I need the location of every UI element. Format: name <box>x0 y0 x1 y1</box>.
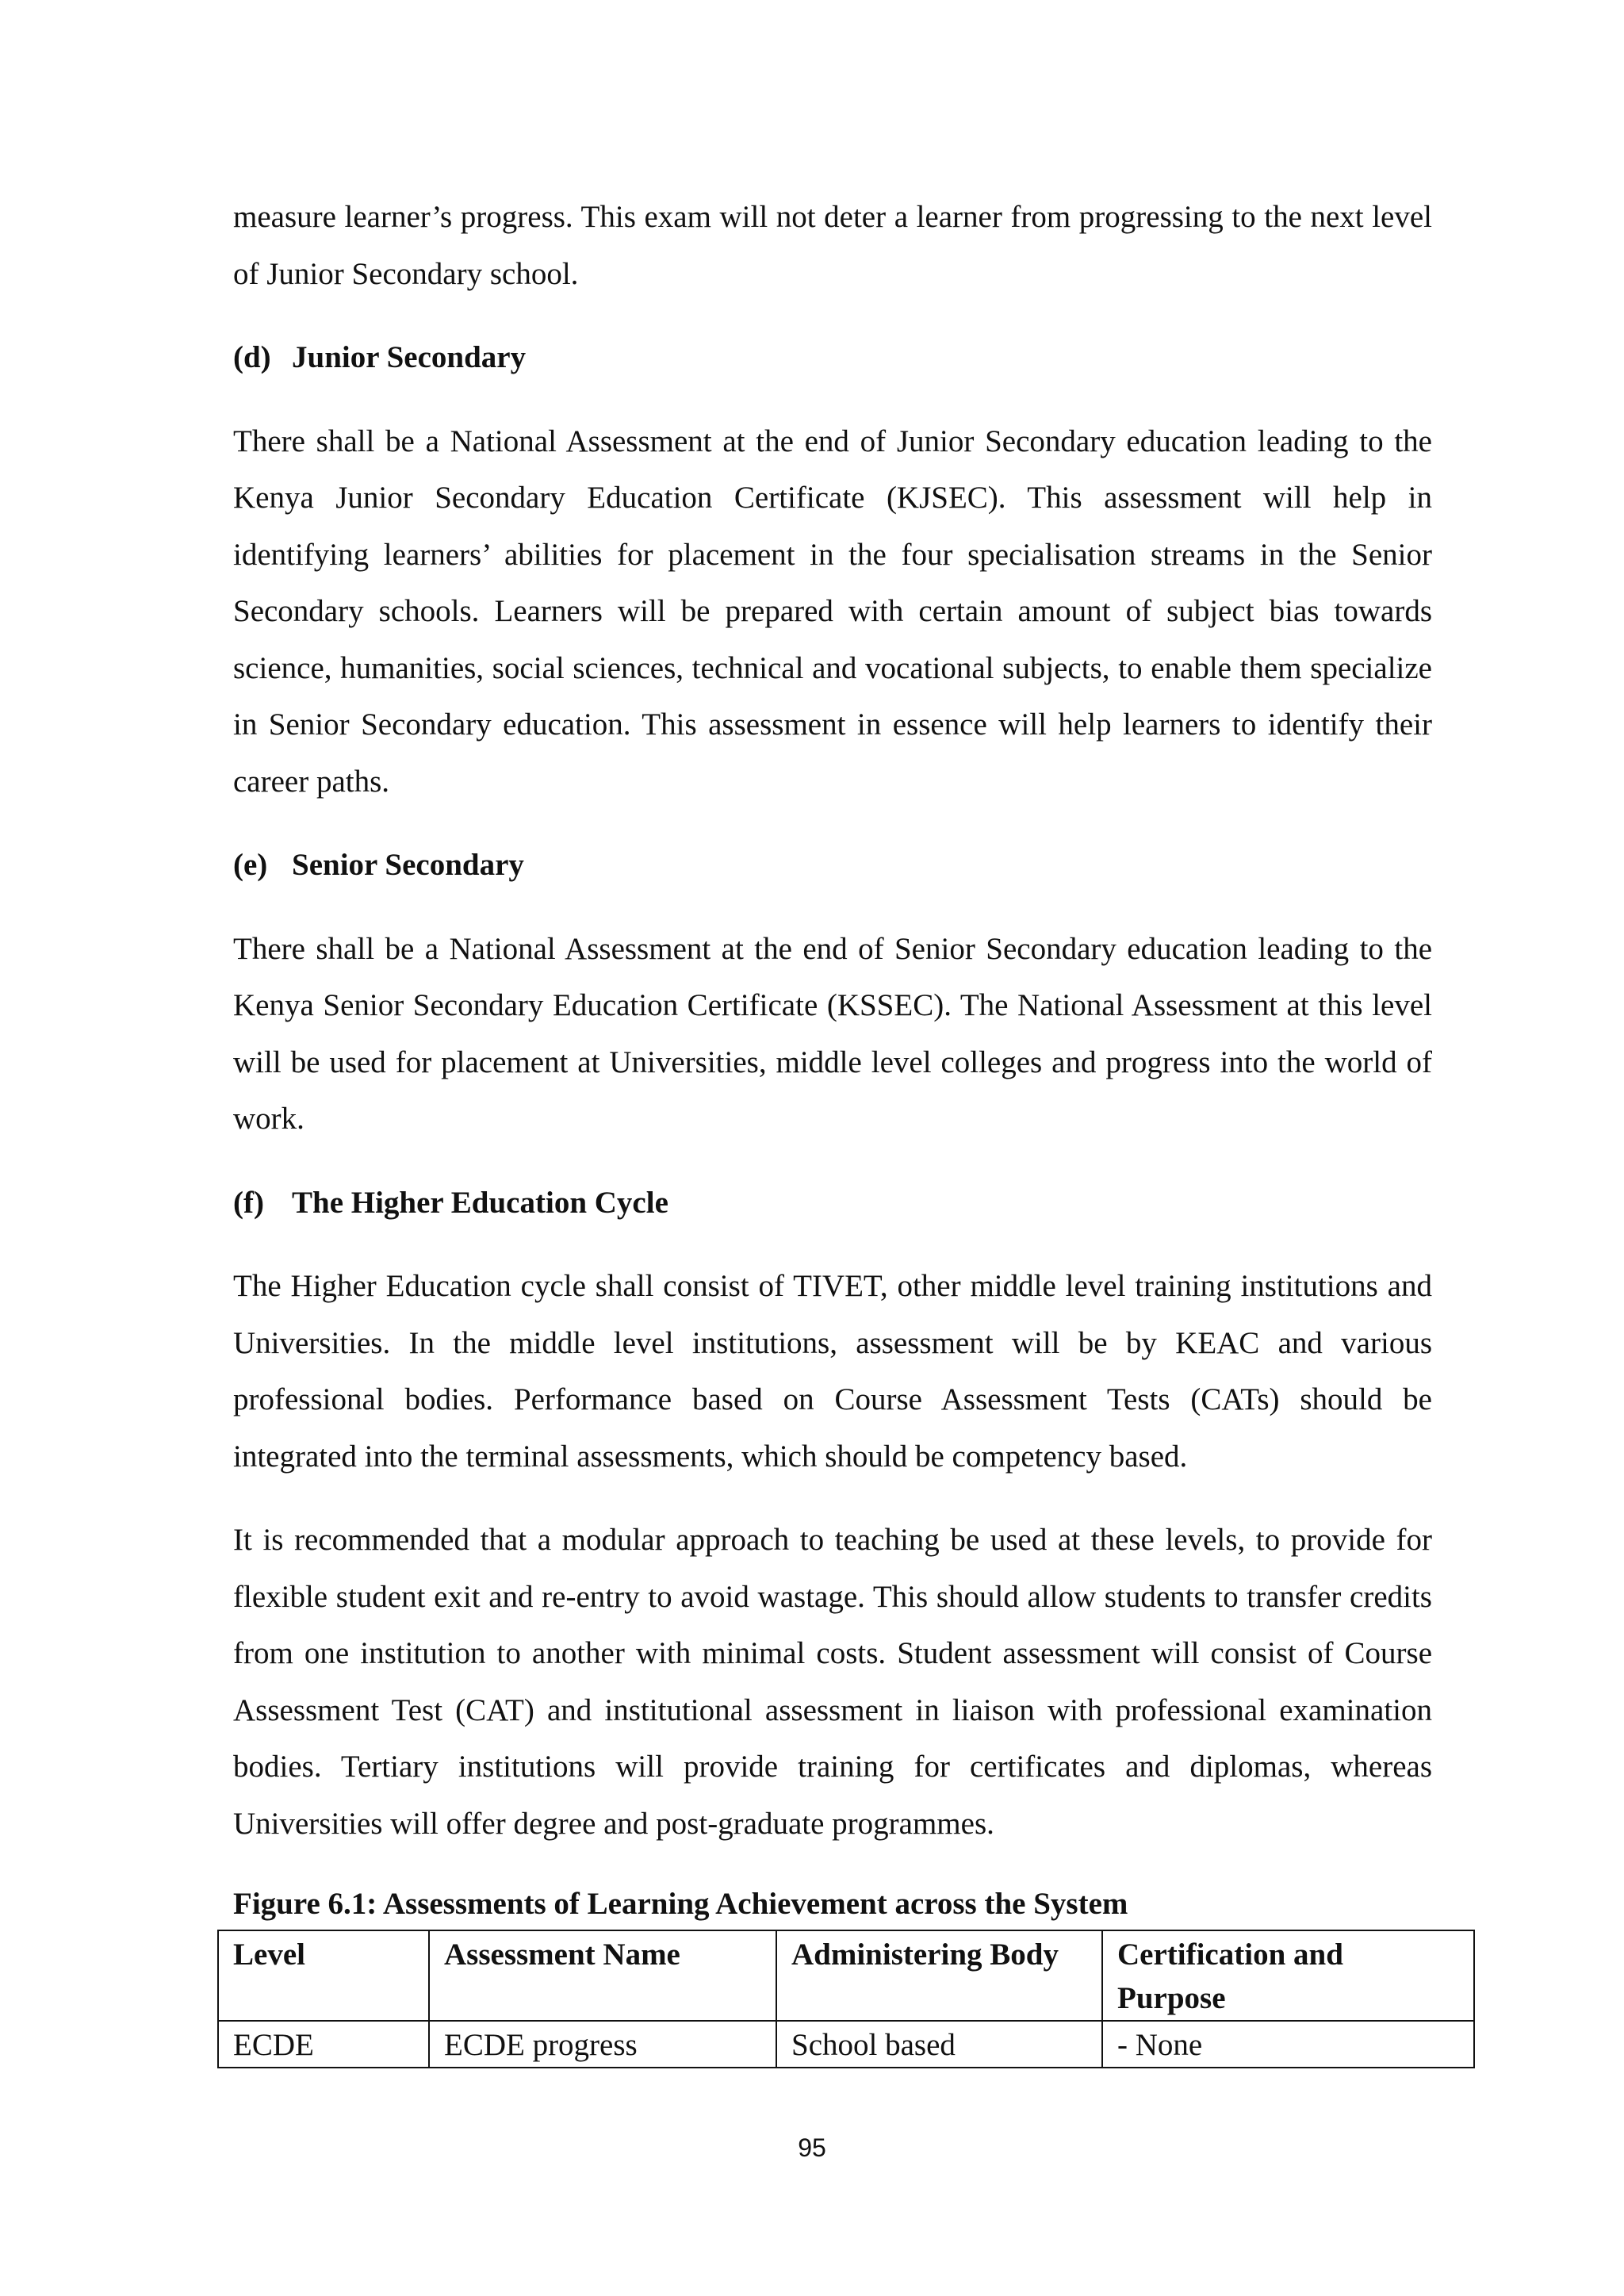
heading-marker: (d) <box>233 340 271 374</box>
figure-caption: Figure 6.1: Assessments of Learning Achievement across the System <box>233 1887 1128 1921</box>
heading-senior-secondary <box>233 837 1432 894</box>
paragraph-higher-education-2: It is recommended that a modular approach to teaching be used at these levels, to provide for flexible student exit and re-entry to avoid wastage. This should allow students to transfer credits from one institution to another with minimal costs. Student assessment will consist of Course Assessment Test (CAT) and institutional assessment in liaison with professional examination bodies. Tertiary institutions will provide training for certificates and diplomas, whereas Universities will offer degree and post-graduate programmes. <box>233 1523 1432 1841</box>
heading-marker: (f) <box>233 1185 264 1220</box>
cell-administering-body: School based <box>776 2021 1102 2068</box>
cell-certification: - None <box>1102 2021 1474 2068</box>
paragraph-senior-secondary: There shall be a National Assessment at the end of Senior Secondary education leading to the Kenya Senior Secondary Education Certificate (KSSEC). The National Assessment at this level will be used for placement at Universities, middle level colleges and progress into the world of work. <box>233 931 1432 1136</box>
page-content <box>233 189 1432 2068</box>
column-header-certification: Certification and Purpose <box>1102 1930 1474 2021</box>
cell-assessment-name: ECDE progress <box>429 2021 776 2068</box>
heading-title: The Higher Education Cycle <box>292 1185 668 1220</box>
heading-junior-secondary <box>233 329 1432 386</box>
table-header-row <box>218 1930 1474 2021</box>
heading-title: Junior Secondary <box>292 340 527 374</box>
column-header-assessment-name: Assessment Name <box>429 1930 776 2021</box>
table-row <box>218 2021 1474 2068</box>
page-number: 95 <box>798 2133 826 2162</box>
assessments-table <box>217 1930 1475 2068</box>
paragraph-junior-secondary: There shall be a National Assessment at the end of Junior Secondary education leading to the Kenya Junior Secondary Education Certificate (KJSEC). This assessment will help in identifying learners’ abilities for placement in the four specialisation streams in the Senior Secondary schools. Learners will be prepared with certain amount of subject bias towards science, humanities, social sciences, technical and vocational subjects, to enable them specialize in Senior Secondary education. This assessment in essence will help learners to identify their career paths. <box>233 424 1432 799</box>
column-header-level: Level <box>218 1930 429 2021</box>
heading-marker: (e) <box>233 848 268 882</box>
paragraph-higher-education-1: The Higher Education cycle shall consist of TIVET, other middle level training institutions and Universities. In the middle level institutions, assessment will be by KEAC and various professional bodies. Performance based on Course Assessment Tests (CATs) should be integrated into the terminal assessments, which should be competency based. <box>233 1269 1432 1474</box>
heading-higher-education <box>233 1175 1432 1232</box>
column-header-administering-body: Administering Body <box>776 1930 1102 2021</box>
heading-title: Senior Secondary <box>292 848 524 882</box>
paragraph-intro: measure learner’s progress. This exam will not deter a learner from progressing to the next level of Junior Secondary school. <box>233 200 1432 291</box>
cell-level: ECDE <box>218 2021 429 2068</box>
